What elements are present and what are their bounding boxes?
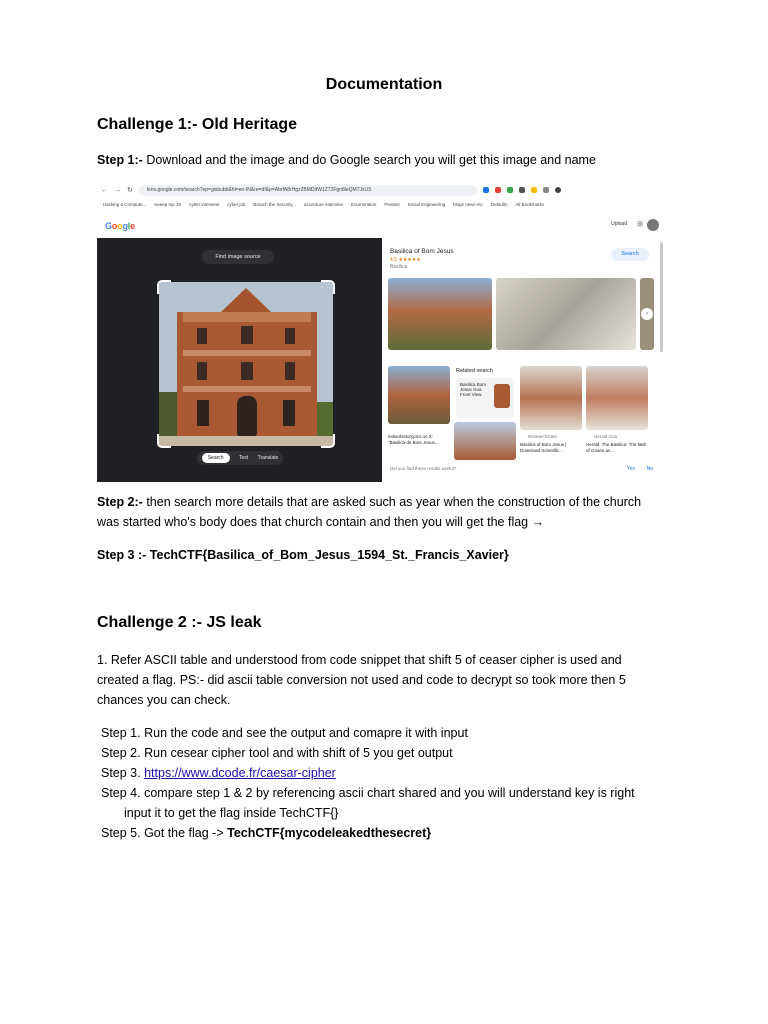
related-search-title: Related search [456, 368, 493, 374]
extension-icon [519, 187, 525, 193]
google-lens-screenshot [97, 182, 665, 482]
find-image-source-button: Find image source [202, 250, 274, 264]
bookmark: blogs news etc [453, 201, 483, 207]
challenge1-step2 [97, 492, 661, 532]
bookmark: Breach the Security... [253, 201, 297, 207]
upload-label: Upload [611, 221, 627, 227]
avatar [647, 219, 659, 231]
feedback-question: Did you find these results useful? [390, 466, 457, 471]
browser-toolbar [97, 182, 665, 198]
search-button: Search [611, 248, 649, 261]
challenge1-step1 [97, 150, 657, 170]
feedback-no: No [646, 466, 653, 472]
step1-text: Download and the image and do Google search you will get this image and name [142, 153, 596, 167]
church-image [159, 282, 333, 446]
crop-corner-icon [157, 280, 171, 294]
google-header [97, 214, 665, 238]
apps-icon: ⊞ [637, 221, 643, 228]
bookmark: Defaults [490, 201, 508, 207]
result-rating: 4.5 ★★★★★ [390, 257, 421, 263]
step2-label: Step 2:- [97, 495, 143, 509]
result-thumbnail [494, 384, 510, 408]
lens-mode-tabs [197, 451, 283, 465]
extension-icon [483, 187, 489, 193]
step3-label: Step 3. [101, 766, 145, 780]
challenge2-step3 [101, 763, 661, 783]
scrollbar [660, 242, 663, 352]
dcode-link[interactable]: https://www.dcode.fr/caesar-cipher [144, 766, 336, 780]
challenge2-step1: Step 1. Run the code and see the output and comapre it with input [101, 726, 468, 740]
step2-text: then search more details that are asked such as year when the construction of the church was started who's body does that church contain and then you will get the flag → [97, 495, 642, 529]
bookmark: Hacking a Compute... [103, 201, 147, 207]
lens-image-panel [97, 238, 382, 482]
back-icon: ← [101, 186, 108, 194]
result-caption: Basilica of Bom Jesus | Download Scientific... [520, 442, 567, 453]
result-title: Basilica of Bom Jesus [390, 248, 454, 255]
bookmark: Social Engineering [407, 201, 446, 207]
basilica-illustration [159, 282, 333, 446]
step5-flag: TechCTF{mycodeleakedthesecret} [227, 826, 432, 840]
address-bar: lens.google.com/search?ep=gisbubb&hl=en-IN&re=df&p=AbrfA8rHgz2BMDdW1Z72Fgn8leQM7JxUS [139, 185, 477, 196]
profile-icon [555, 187, 561, 193]
feedback-yes: Yes [626, 466, 635, 472]
page-title: Documentation [325, 76, 443, 93]
step5-label: Step 5. Got the flag -> [101, 826, 228, 840]
related-card-label: Basilica Bom Jesus Goa Front View [460, 382, 487, 397]
result-source: Herald Goa [594, 434, 618, 439]
result-thumbnail [586, 366, 648, 430]
tab-search: Search [202, 453, 230, 463]
challenge2-step4-cont: input it to get the flag inside TechCTF{} [124, 806, 339, 820]
result-thumbnail [388, 278, 492, 350]
bookmark: accenture interview [304, 201, 343, 207]
challenge2-step4: Step 4. compare step 1 & 2 by referencing ascii chart shared and you will understand key is right [101, 786, 635, 800]
reload-icon: ↻ [127, 187, 133, 194]
result-caption: indianhistorypics on X: "Basilica de Bom Jesus... [388, 434, 439, 445]
extension-icon [543, 187, 549, 193]
bookmark: All Bookmarks [515, 201, 545, 207]
bookmark: cyber interview [189, 201, 220, 207]
bookmarks-bar [97, 198, 665, 210]
lens-results-panel [382, 238, 665, 482]
crop-corner-icon [157, 434, 171, 448]
challenge1-heading: Challenge 1:- Old Heritage [97, 116, 298, 133]
google-logo: Google [105, 221, 135, 231]
result-thumbnail [496, 278, 636, 350]
challenge1-step3-flag: Step 3 :- TechCTF{Basilica_of_Bom_Jesus_1594_St._Francis_Xavier} [97, 548, 509, 562]
challenge2-heading: Challenge 2 :- JS leak [97, 614, 262, 631]
challenge2-step2: Step 2. Run cesear cipher tool and with shift of 5 you get output [101, 746, 453, 760]
bookmark: cyber job [227, 201, 246, 207]
bookmark: Enumeration [350, 201, 377, 207]
chevron-right-icon: › [641, 308, 653, 320]
result-thumbnail [454, 422, 516, 460]
challenge2-step5 [101, 823, 661, 843]
extension-icon [507, 187, 513, 193]
result-subtitle: Basilica [390, 264, 408, 270]
result-thumbnail [520, 366, 582, 430]
extension-icon [495, 187, 501, 193]
result-source: ResearchGate [528, 434, 558, 439]
extension-icon [531, 187, 537, 193]
step1-label: Step 1:- [97, 153, 143, 167]
forward-icon: → [114, 186, 121, 194]
bookmark: Pentest [384, 201, 400, 207]
challenge2-steps [101, 723, 661, 843]
bookmark: sweep top 10 [154, 201, 182, 207]
crop-corner-icon [321, 434, 335, 448]
result-thumbnail [388, 366, 450, 424]
tab-translate: Translate [257, 455, 279, 461]
challenge2-intro: 1. Refer ASCII table and understood from code snippet that shift 5 of ceaser cipher is used and created a flag. PS:- did ascii table conversion not used and code to decrypt so took more then 5 chances you can check. [97, 653, 626, 707]
tab-text: Text [239, 455, 249, 461]
crop-corner-icon [321, 280, 335, 294]
result-caption: Herald: The Basilica: The faith of Goans an... [586, 442, 647, 453]
